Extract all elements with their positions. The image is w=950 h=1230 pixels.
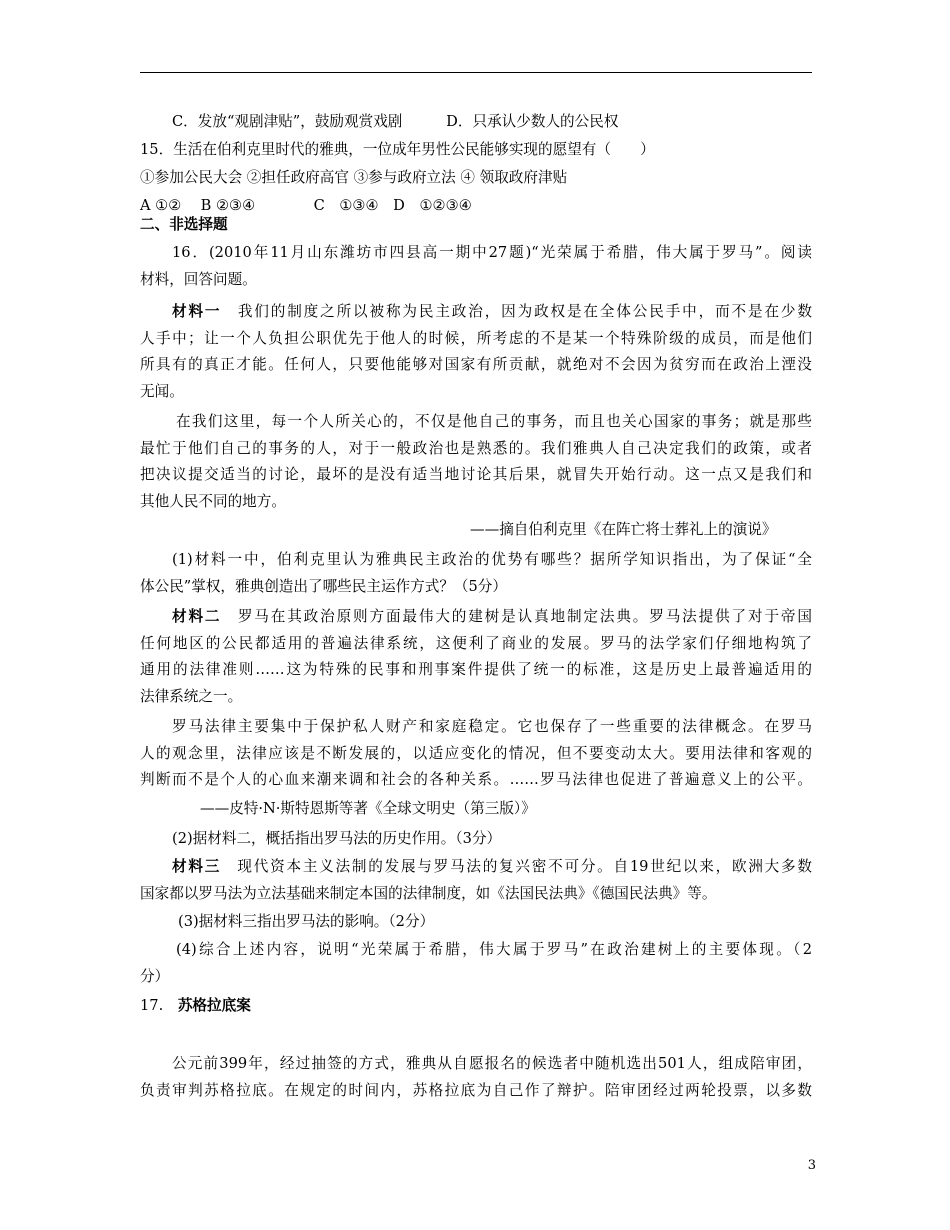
material3-line1 bbox=[172, 857, 812, 877]
question17-heading bbox=[140, 996, 251, 1016]
material3-line2: 国家都以罗马法为立法基础来制定本国的法律制度，如《法国民法典》《德国民法典》等。 bbox=[140, 885, 717, 902]
header-rule bbox=[140, 72, 812, 73]
material2-label: 材料二 bbox=[172, 608, 222, 625]
material1-p1-line4: 无闻。 bbox=[140, 383, 184, 400]
material1-p2-line3: 把决议提交适当的讨论，最坏的是没有适当地讨论其后果，就冒失开始行动。这一点又是我们和 bbox=[140, 466, 812, 483]
q16-stem-line2: 材料，回答问题。 bbox=[140, 271, 257, 288]
material2-p1-line4: 法律系统之一。 bbox=[140, 688, 243, 705]
question4-line1: (4)综合上述内容，说明“光荣属于希腊，伟大属于罗马”在政治建树上的主要体现。（2 bbox=[176, 941, 812, 958]
material2-source: ——皮特·N·斯特恩斯等著《全球文明史（第三版）》 bbox=[200, 800, 536, 817]
material2-p2-line2: 人的观念里，法律应该是不断发展的，以适应变化的情况，但不要变动太大。要用法律和客观的 bbox=[140, 745, 812, 762]
q15-choices: A ①② B ②③④ C ①③④ D ①②③④ bbox=[140, 197, 472, 214]
material1-source: ——摘自伯利克里《在阵亡将士葬礼上的演说》 bbox=[470, 521, 777, 538]
question17-para-line2: 负责审判苏格拉底。在规定的时间内，苏格拉底为自己作了辩护。陪审团经过两轮投票，以多数 bbox=[140, 1082, 812, 1099]
material1-p1-text1: 我们的制度之所以被称为民主政治，因为政权是在全体公民手中，而不是在少数 bbox=[221, 303, 812, 320]
section-heading: 二、非选择题 bbox=[140, 216, 228, 233]
material2-p1-line2: 任何地区的公民都适用的普遍法律系统，这便利了商业的发展。罗马的法学家们仔细地构筑了 bbox=[140, 635, 812, 652]
material3-label: 材料三 bbox=[172, 858, 222, 875]
material2-p1-text1: 罗马在其政治原则方面最伟大的建树是认真地制定法典。罗马法提供了对于帝国 bbox=[221, 608, 812, 625]
material1-p1-line3: 所具有的真正才能。任何人，只要他能够对国家有所贡献，就绝对不会因为贫穷而在政治上湮没 bbox=[140, 356, 812, 373]
material1-p2-line1: 在我们这里，每一个人所关心的，不仅是他自己的事务，而且也关心国家的事务；就是那些 bbox=[176, 413, 812, 430]
question3: (3)据材料三指出罗马法的影响。（2分） bbox=[178, 913, 435, 930]
q14-options-cd: C．发放“观剧津贴”，鼓励观赏戏剧 D．只承认少数人的公民权 bbox=[172, 113, 619, 130]
material1-p1-line1 bbox=[172, 302, 812, 322]
material1-p1-line2: 人手中；让一个人负担公职优先于他人的时候，所考虑的不是某一个特殊阶级的成员，而是他们 bbox=[140, 330, 812, 347]
material1-p2-line2: 最忙于他们自己的事务的人，对于一般政治也是熟悉的。我们雅典人自己决定我们的政策，或者 bbox=[140, 440, 812, 457]
q15-items: ①参加公民大会 ②担任政府高官 ③参与政府立法 ④ 领取政府津贴 bbox=[140, 169, 568, 186]
question17-para-line1: 公元前399年，经过抽签的方式，雅典从自愿报名的候选者中随机选出501人，组成陪审团， bbox=[172, 1055, 812, 1072]
material2-p2-line3: 判断而不是个人的心血来潮来调和社会的各种关系。……罗马法律也促进了普遍意义上的公平。 bbox=[140, 771, 812, 788]
q15-stem: 15．生活在伯利克里时代的雅典，一位成年男性公民能够实现的愿望有（ ） bbox=[140, 141, 655, 158]
question4-line2: 分） bbox=[140, 968, 170, 985]
question1-line2: 体公民”掌权，雅典创造出了哪些民主运作方式？（5分） bbox=[140, 578, 507, 595]
q16-stem-line1: 16．(2010年11月山东潍坊市四县高一期中27题)“光荣属于希腊，伟大属于罗马”。阅读 bbox=[172, 244, 812, 261]
question2: (2)据材料二，概括指出罗马法的历史作用。（3分） bbox=[172, 830, 502, 847]
page-number: 3 bbox=[807, 1158, 816, 1173]
material2-p1-line1 bbox=[172, 607, 812, 627]
question17-number: 17. bbox=[140, 997, 178, 1014]
material3-text1: 现代资本主义法制的发展与罗马法的复兴密不可分。自19世纪以来，欧洲大多数 bbox=[221, 858, 812, 875]
question1-line1: (1)材料一中，伯利克里认为雅典民主政治的优势有哪些？据所学知识指出，为了保证“全 bbox=[172, 551, 812, 568]
material2-p2-line1: 罗马法律主要集中于保护私人财产和家庭稳定。它也保存了一些重要的法律概念。在罗马 bbox=[172, 718, 812, 735]
material2-p1-line3: 通用的法律准则……这为特殊的民事和刑事案件提供了统一的标准，这是历史上最普遍适用的 bbox=[140, 661, 812, 678]
material1-label: 材料一 bbox=[172, 303, 222, 320]
material1-p2-line4: 其他人民不同的地方。 bbox=[140, 493, 286, 510]
question17-title: 苏格拉底案 bbox=[177, 997, 251, 1014]
